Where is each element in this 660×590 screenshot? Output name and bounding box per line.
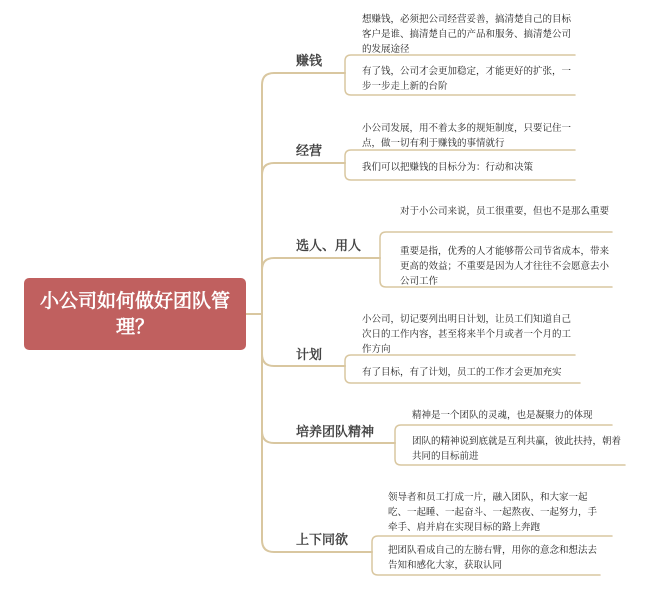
branch-5-leaf-1[interactable] (388, 543, 598, 573)
branch-5-leaf-1-text: 把团队看成自己的左膀右臂，用你的意念和想法去告知和感化大家，获取认同 (388, 545, 598, 571)
branch-5[interactable] (296, 529, 348, 548)
branch-0-leaf-1[interactable] (362, 64, 572, 94)
branch-0[interactable] (296, 50, 322, 69)
branch-2-leaf-1[interactable] (400, 244, 610, 289)
branch-3-leaf-1[interactable] (362, 365, 577, 380)
branch-2-leaf-0-text: 对于小公司来说，员工很重要，但也不是那么重要 (400, 206, 610, 217)
root-title: 小公司如何做好团队管理？ (39, 290, 230, 338)
branch-1-leaf-1-text: 我们可以把赚钱的目标分为：行动和决策 (362, 162, 534, 173)
branch-2-leaf-1-text: 重要是指，优秀的人才能够帮公司节省成本，带来更高的效益；不重要是因为人才往往不会愿意去小公司工作 (400, 246, 610, 287)
branch-0-leaf-0-text: 想赚钱，必须把公司经营妥善，搞清楚自己的目标客户是谁、搞清楚自己的产品和服务、搞清楚公司的发展途径 (362, 14, 572, 55)
branch-4-leaf-1-text: 团队的精神说到底就是互利共赢，彼此扶持，朝着共同的目标前进 (412, 436, 622, 462)
branch-1-leaf-0[interactable] (362, 121, 572, 151)
root-topic[interactable] (24, 278, 246, 350)
branch-3-leaf-0-text: 小公司，切记要列出明日计划，让员工们知道自己次日的工作内容，甚至将来半个月或者一个月的工作方向 (362, 314, 572, 355)
branch-5-label: 上下同欲 (296, 533, 349, 548)
branch-3-leaf-0[interactable] (362, 312, 572, 357)
branch-1-leaf-0-text: 小公司发展，用不着太多的规矩制度，只要记住一点，做一切有利于赚钱的事情就行 (362, 123, 572, 149)
branch-0-label: 赚钱 (296, 54, 323, 69)
branch-4[interactable] (296, 421, 374, 440)
branch-1[interactable] (296, 140, 322, 159)
branch-4-leaf-0-text: 精神是一个团队的灵魂，也是凝聚力的体现 (412, 410, 593, 421)
branch-3-leaf-1-text: 有了目标，有了计划，员工的工作才会更加充实 (362, 367, 562, 378)
branch-4-label: 培养团队精神 (296, 425, 375, 440)
branch-1-leaf-1[interactable] (362, 160, 572, 175)
branch-2-label: 选人、用人 (296, 239, 362, 254)
branch-1-label: 经营 (296, 144, 323, 159)
branch-4-leaf-1[interactable] (412, 434, 622, 464)
branch-5-leaf-0-text: 领导者和员工打成一片，融入团队，和大家一起吃、一起睡、一起奋斗、一起熬夜、一起努力，手牵手、肩并肩在实现目标的路上奔跑 (388, 492, 598, 533)
branch-3-label: 计划 (296, 348, 323, 363)
branch-5-leaf-0[interactable] (388, 490, 603, 535)
branch-4-leaf-0[interactable] (412, 408, 622, 423)
branch-2-leaf-0[interactable] (400, 204, 610, 219)
branch-0-leaf-1-text: 有了钱，公司才会更加稳定，才能更好的扩张，一步一步走上新的台阶 (362, 66, 572, 92)
branch-3[interactable] (296, 344, 322, 363)
branch-0-leaf-0[interactable] (362, 12, 572, 57)
branch-2[interactable] (296, 235, 361, 254)
